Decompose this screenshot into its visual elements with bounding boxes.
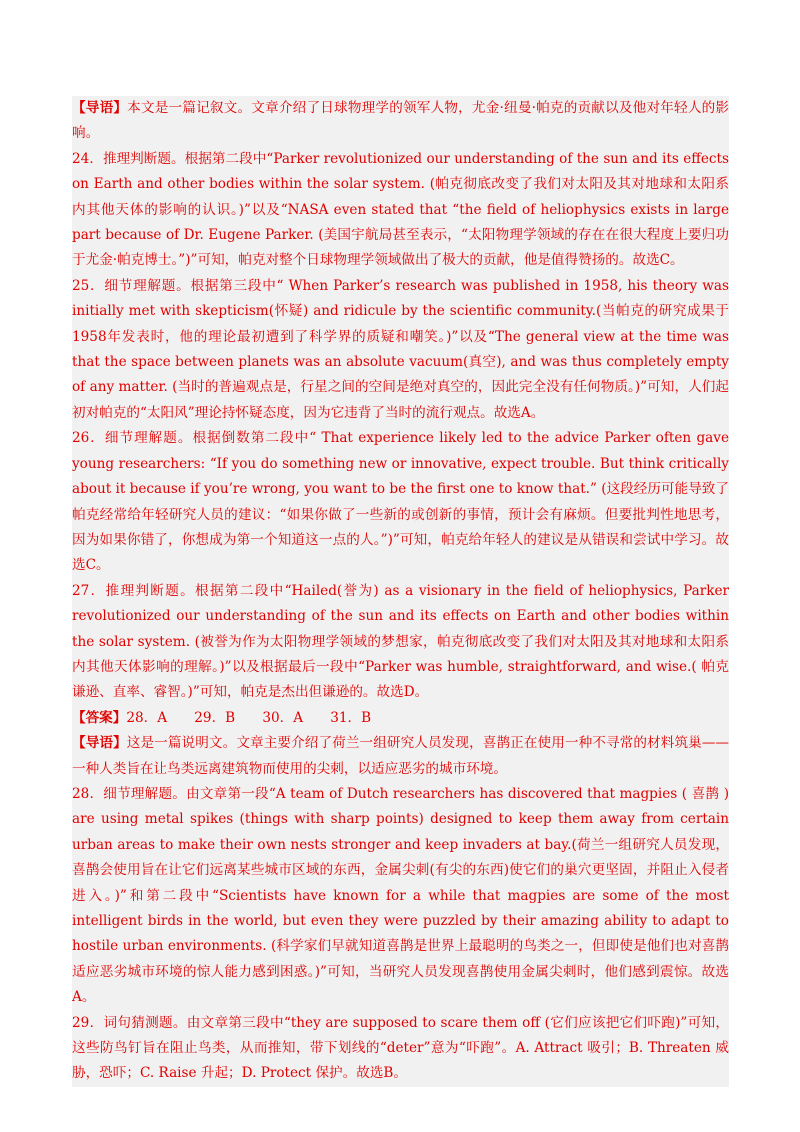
guide-text: 本文是一篇记叙文。文章介绍了日球物理学的领军人物，尤金·纽曼·帕克的贡献以及他对年轻人的影响。: [72, 100, 730, 142]
answer-key-text: 28．A 29．B 30．A 31．B: [126, 709, 372, 726]
explanation-24: 24．推理判断题。根据第二段中“Parker revolutionized our understanding of the sun and its effects on Earth and other bodies within the solar system. (帕克彻底改变了我们对太阳及其对地球和太阳系内其他天体的影响的认识。)”以及“NASA even stated that “the field of heliophysics exists in large part because of Dr. Eugene Parker. (美国宇航局甚至表示，“太阳物理学领域的存在在很大程度上要归功于尤金·帕克博士。”)”可知，帕克对整个日球物理学领域做出了极大的贡献，他是值得赞扬的。故选C。: [72, 150, 729, 269]
explanation-25: 25．细节理解题。根据第三段中“ When Parker’s research was published in 1958, his theory was initially met with skepticism(怀疑) and ridicule by the scientific community.(当帕克的研究成果于1958年发表时，他的理论最初遭到了科学界的质疑和嘲笑。)”以及“The general view at the time was that the space between planets was an absolute vacuum(真空), and was thus completely empty of any matter. (当时的普遍观点是，行星之间的空间是绝对真空的，因此完全没有任何物质。)”可知，人们起初对帕克的“太阳风”理论持怀疑态度，因为它违背了当时的流行观点。故选A。: [72, 277, 729, 421]
explanation-29: 29．词句猜测题。由文章第三段中“they are supposed to scare them off (它们应该把它们吓跑)”可知，这些防鸟钉旨在阻止鸟类，从而推知，带下划线的“deter”意为“吓跑”。A. Attract 吸引；B. Threaten 威胁，恐吓；C. Raise 升起；D. Protect 保护。故选B。: [72, 1014, 729, 1082]
explanation-26: 26．细节理解题。根据倒数第二段中“ That experience likely led to the advice Parker often gave young researchers: “If you do something new or innovative, expect trouble. But think critically about it because if you’re wrong, you want to be the first one to know that.” (这段经历可能导致了帕克经常给年轻研究人员的建议：“如果你做了一些新的或创新的事情，预计会有麻烦。但要批判性地思考，因为如果你错了，你想成为第一个知道这一点的人。”)”可知，帕克给年轻人的建议是从错误和尝试中学习。故选C。: [72, 430, 729, 574]
answer-label: 【答案】: [72, 709, 127, 726]
guide-label: 【导语】: [72, 100, 128, 116]
explanation-28: 28．细节理解题。由文章第一段“A team of Dutch researchers has discovered that magpies ( 喜鹊 ) are using metal spikes (things with sharp points) designed to keep them away from certain urban areas to make their own nests stronger and keep invaders at bay.(荷兰一组研究人员发现，喜鹊会使用旨在让它们远离某些城市区域的东西，金属尖刺(有尖的东西)使它们的巢穴更坚固，并阻止入侵者进入。)”和第二段中“Scientists have known for a while that magpies are some of the most intelligent birds in the world, but even they were puzzled by their amazing ability to adapt to hostile urban environments. (科学家们早就知道喜鹊是世界上最聪明的鸟类之一，但即使是他们也对喜鹊适应恶劣城市环境的惊人能力感到困惑。)”可知，当研究人员发现喜鹊使用金属尖刺时，他们感到震惊。故选A。: [72, 785, 729, 1006]
guide-label: 【导语】: [72, 735, 127, 752]
guide-paragraph-2: [72, 731, 729, 782]
answer-key-paragraph: [72, 706, 729, 731]
answer-explanation-page: [72, 96, 729, 1087]
guide-text: 这是一篇说明文。文章主要介绍了荷兰一组研究人员发现，喜鹊正在使用一种不寻常的材料筑巢——一种人类旨在让鸟类远离建筑物而使用的尖刺，以适应恶劣的城市环境。: [72, 735, 730, 777]
explanation-27: 27．推理判断题。根据第二段中“Hailed(誉为) as a visionary in the field of heliophysics, Parker revolutionized our understanding of the sun and its effects on Earth and other bodies within the solar system. (被誉为作为太阳物理学领域的梦想家，帕克彻底改变了我们对太阳及其对地球和太阳系内其他天体影响的理解。)”以及根据最后一段中“Parker was humble, straightforward, and wise.( 帕克谦逊、直率、睿智。)”可知，帕克是杰出但谦逊的。故选D。: [72, 582, 729, 701]
guide-paragraph-1: [72, 96, 729, 147]
